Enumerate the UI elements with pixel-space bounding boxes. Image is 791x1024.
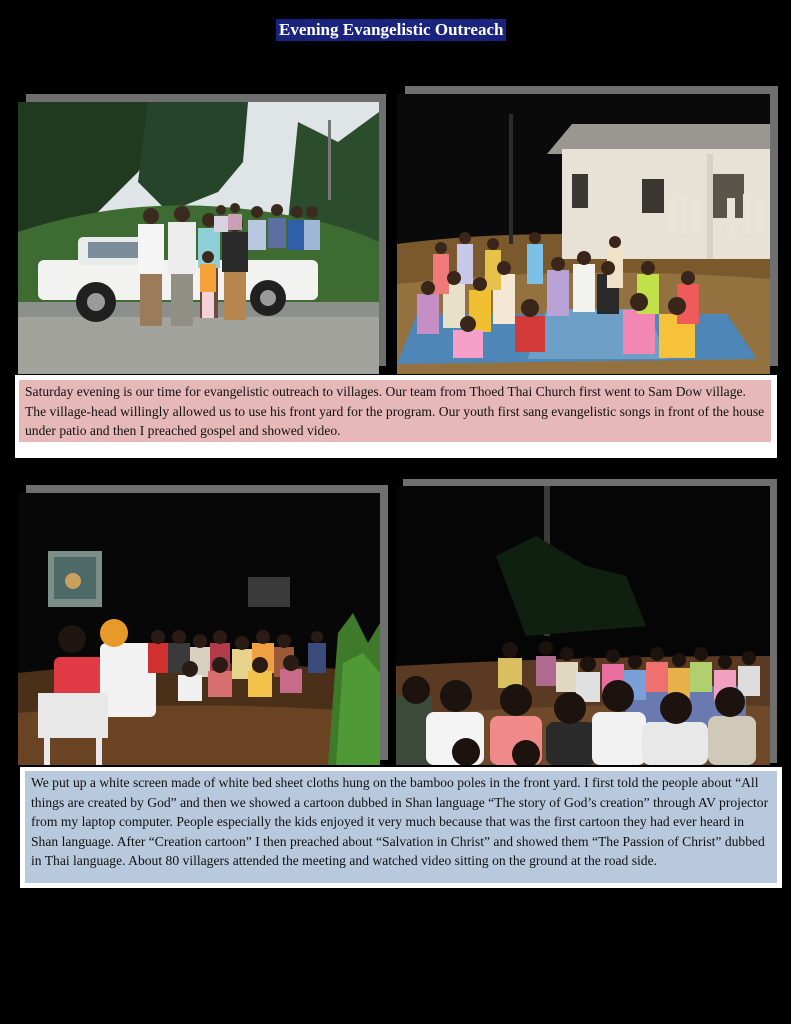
caption-paragraph: Saturday evening is our time for evangelistic outreach to villages. Our team from Thoed Thai Church first went to Sam Dow village. The village-head willingly allowed us to use his front yard for the program. Our youth first sang evangelistic songs in front of the house under patio and then I preached gospel and showed video.: [19, 380, 771, 442]
photo-youth-singing-patio: [397, 94, 770, 374]
photo-video-screen-audience: [18, 493, 380, 765]
photo-villagers-watching: [396, 486, 770, 765]
page-title: Evening Evangelistic Outreach: [276, 19, 506, 41]
photo-team-with-truck: [18, 102, 379, 374]
caption-paragraph: We put up a white screen made of white bed sheet cloths hung on the bamboo poles in the front yard. I first told the people about “All things are created by God” and then we showed a cartoon dubbed in Shan language “The story of God’s creation” through AV projector from my laptop computer. People especially the kids enjoyed it very much because that was the first cartoon they had ever heard in Shan language. After “Creation cartoon” I then preached about “Salvation in Christ” and showed them “The Passion of Christ” dubbed in Thai language. About 80 villagers attended the meeting and watched video sitting on the ground at the road side.: [25, 771, 777, 883]
